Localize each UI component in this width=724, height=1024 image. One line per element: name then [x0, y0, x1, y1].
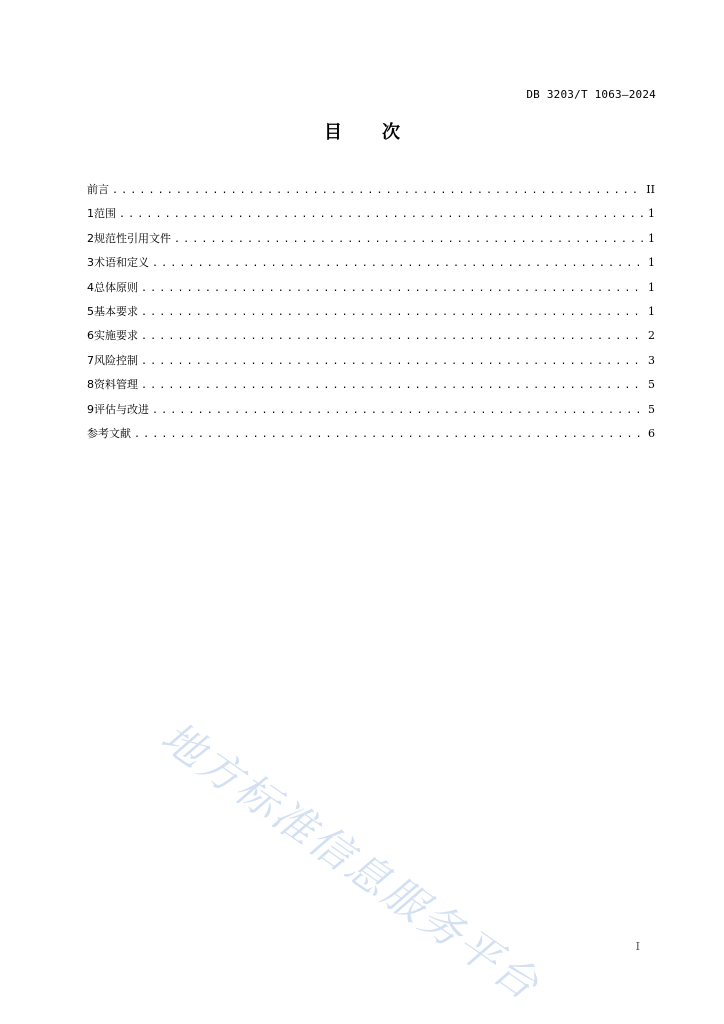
toc-entry-3[interactable] — [87, 253, 655, 277]
toc-entry-page: 1 — [648, 231, 655, 245]
toc-entry-number: 8 — [87, 378, 94, 392]
toc-entry-page: 5 — [648, 402, 655, 416]
toc-entry-label: 总体原则 — [94, 280, 138, 294]
toc-entry-label: 评估与改进 — [94, 402, 149, 416]
toc-entry-2[interactable] — [87, 229, 655, 253]
table-of-contents — [87, 180, 655, 448]
title-part-1: 目 — [324, 122, 342, 143]
toc-entry-number: 5 — [87, 304, 94, 318]
toc-entry-label: 资料管理 — [94, 378, 138, 392]
document-code: DB 3203/T 1063—2024 — [526, 88, 656, 101]
toc-entry-page: II — [646, 183, 655, 196]
toc-leader-dots — [174, 230, 645, 250]
toc-entry-foreword[interactable] — [87, 180, 655, 204]
toc-entry-label: 术语和定义 — [94, 256, 149, 270]
toc-leader-dots — [141, 352, 645, 372]
toc-leader-dots — [152, 254, 645, 274]
toc-leader-dots — [134, 425, 645, 445]
toc-entry-label: 参考文献 — [87, 426, 131, 440]
toc-entry-label: 基本要求 — [94, 304, 138, 318]
toc-leader-dots — [141, 327, 645, 347]
toc-entry-page: 5 — [648, 378, 655, 392]
toc-leader-dots — [141, 376, 645, 396]
toc-entry-number: 9 — [87, 402, 94, 416]
toc-entry-references[interactable] — [87, 424, 655, 448]
toc-entry-number: 1 — [87, 207, 94, 221]
toc-entry-number: 6 — [87, 329, 94, 343]
toc-entry-number: 7 — [87, 353, 94, 367]
toc-entry-label: 范围 — [94, 207, 116, 221]
page-title — [0, 118, 724, 144]
toc-leader-dots — [141, 303, 645, 323]
toc-entry-9[interactable] — [87, 400, 655, 424]
toc-entry-page: 1 — [648, 304, 655, 318]
toc-entry-label: 实施要求 — [94, 329, 138, 343]
toc-entry-page: 6 — [648, 426, 655, 440]
toc-entry-6[interactable] — [87, 326, 655, 350]
toc-entry-label: 前言 — [87, 183, 109, 196]
toc-leader-dots — [141, 279, 645, 299]
toc-entry-number: 4 — [87, 280, 94, 294]
toc-entry-page: 3 — [648, 353, 655, 367]
title-part-2: 次 — [382, 122, 400, 143]
toc-entry-label: 规范性引用文件 — [94, 231, 171, 245]
toc-entry-page: 1 — [648, 207, 655, 221]
toc-entry-number: 3 — [87, 256, 94, 270]
toc-entry-8[interactable] — [87, 375, 655, 399]
toc-entry-page: 2 — [648, 329, 655, 343]
toc-entry-5[interactable] — [87, 302, 655, 326]
toc-entry-7[interactable] — [87, 351, 655, 375]
toc-entry-page: 1 — [648, 280, 655, 294]
watermark: 地方标准信息服务平台 — [152, 711, 550, 1011]
toc-entry-1[interactable] — [87, 204, 655, 228]
toc-entry-4[interactable] — [87, 278, 655, 302]
toc-leader-dots — [112, 181, 643, 201]
page-number: I — [635, 940, 640, 953]
toc-leader-dots — [152, 401, 645, 421]
toc-entry-number: 2 — [87, 231, 94, 245]
toc-leader-dots — [119, 205, 645, 225]
toc-entry-label: 风险控制 — [94, 353, 138, 367]
toc-entry-page: 1 — [648, 256, 655, 270]
